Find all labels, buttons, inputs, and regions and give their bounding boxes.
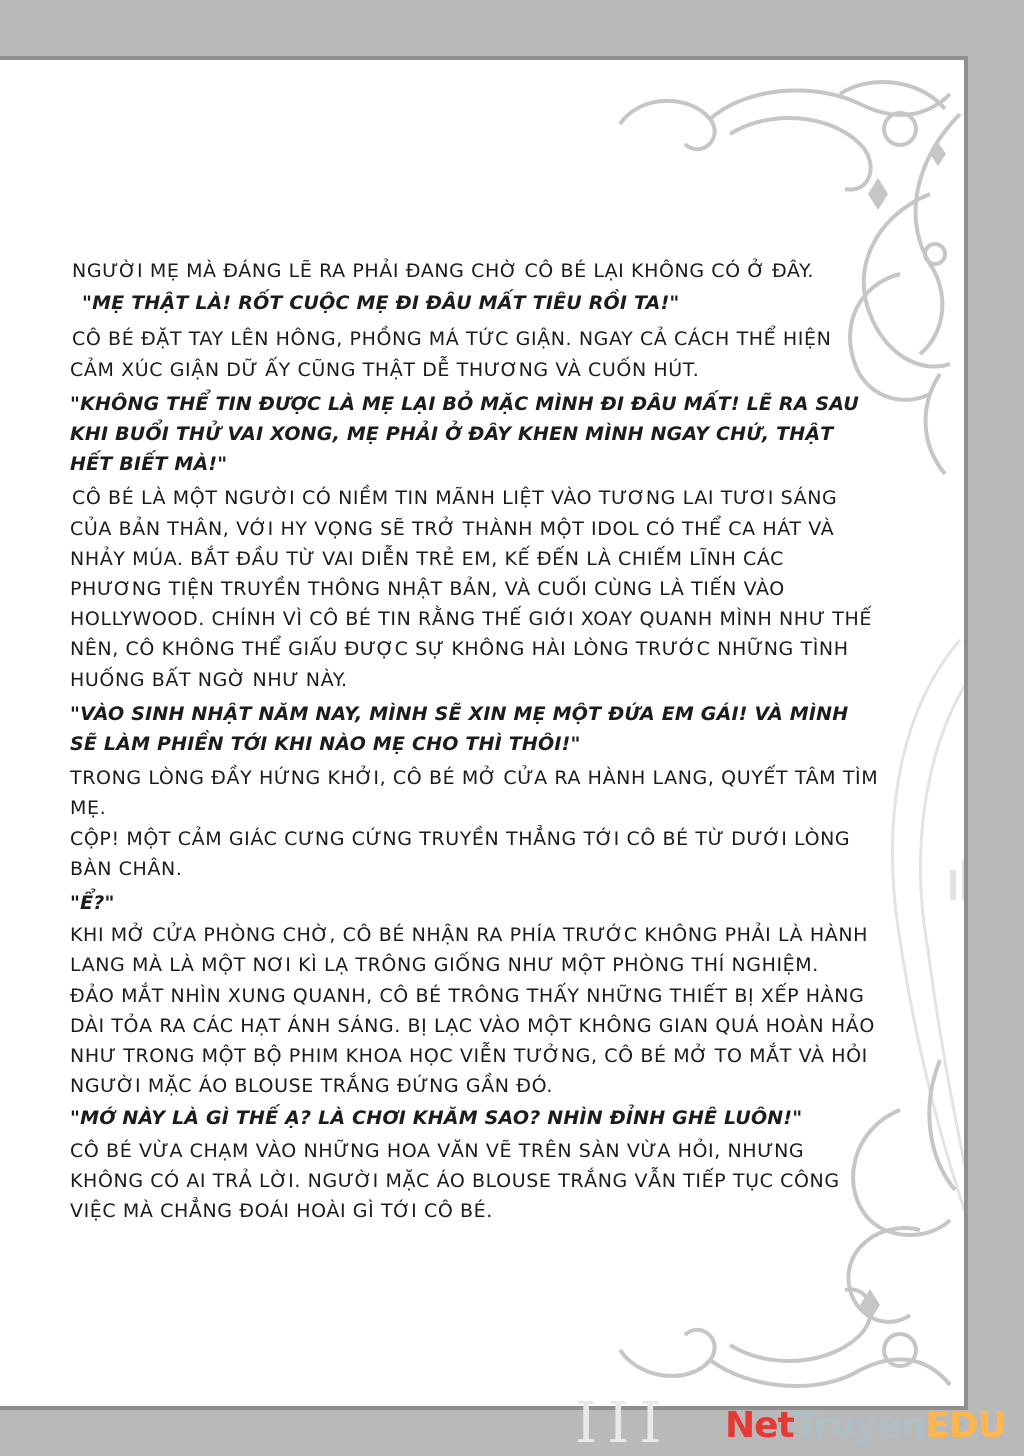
paragraph: CÔ BÉ ĐẶT TAY LÊN HÔNG, PHỒNG MÁ TỨC GIẬN. NGAY CẢ CÁCH THỂ HIỆN CẢM XÚC GIẬN DỮ ẤY CŨNG THẬT DỄ THƯƠNG VÀ CUỐN HÚT. <box>70 328 832 381</box>
paragraph: KHI MỞ CỬA PHÒNG CHỜ, CÔ BÉ NHẬN RA PHÍA TRƯỚC KHÔNG PHẢI LÀ HÀNH LANG MÀ LÀ MỘT NƠI KÌ LẠ TRÔNG GIỐNG NHƯ MỘT PHÒNG THÍ NGHIỆM. <box>70 924 869 977</box>
dialogue-line: "KHÔNG THỂ TIN ĐƯỢC LÀ MẸ LẠI BỎ MẶC MÌNH ĐI ĐÂU MẤT! LẼ RA SAU KHI BUỔI THỬ VAI XONG, MẸ PHẢI Ở ĐÂY KHEN MÌNH NGAY CHỨ, THẬT HẾT BIẾT MÀ!" <box>70 392 859 476</box>
paragraph: TRONG LÒNG ĐẦY HỨNG KHỞI, CÔ BÉ MỞ CỬA RA HÀNH LANG, QUYẾT TÂM TÌM MẸ. <box>70 767 879 820</box>
watermark-part-2: Truyen <box>793 1405 926 1446</box>
dialogue-line: "Ể?" <box>70 892 115 915</box>
clock-numeral: III <box>575 1391 672 1456</box>
dialogue-line: "MẸ THẬT LÀ! RỐT CUỘC MẸ ĐI ĐÂU MẤT TIÊU RỒI TA!" <box>82 292 680 315</box>
paragraph: CÔ BÉ LÀ MỘT NGƯỜI CÓ NIỀM TIN MÃNH LIỆT VÀO TƯƠNG LAI TƯƠI SÁNG CỦA BẢN THÂN, VỚI HY VỌNG SẼ TRỞ THÀNH MỘT IDOL CÓ THỂ CA HÁT VÀ NHẢY MÚA. BẮT ĐẦU TỪ VAI DIỄN TRẺ EM, KẾ ĐẾN LÀ CHIẾM LĨNH CÁC PHƯƠNG TIỆN TRUYỀN THÔNG NHẬT BẢN, VÀ CUỐI CÙNG LÀ TIẾN VÀO HOLLYWOOD. CHÍNH VÌ CÔ BÉ TIN RẰNG THẾ GIỚI XOAY QUANH MÌNH NHƯ THẾ NÊN, CÔ KHÔNG THỂ GIẤU ĐƯỢC SỰ KHÔNG HÀI LÒNG TRƯỚC NHỮNG TÌNH HUỐNG BẤT NGỜ NHƯ NÀY. <box>70 487 872 691</box>
paragraph: NGƯỜI MẸ MÀ ĐÁNG LẼ RA PHẢI ĐANG CHỜ CÔ BÉ LẠI KHÔNG CÓ Ở ĐÂY. <box>72 260 815 282</box>
story-text <box>70 256 880 1226</box>
paragraph: CỘP! MỘT CẢM GIÁC CƯNG CỨNG TRUYỀN THẲNG TỚI CÔ BÉ TỪ DƯỚI LÒNG BÀN CHÂN. <box>70 827 851 880</box>
paragraph: ĐẢO MẮT NHÌN XUNG QUANH, CÔ BÉ TRÔNG THẤY NHỮNG THIẾT BỊ XẾP HÀNG DÀI TỎA RA CÁC HẠT ÁNH SÁNG. BỊ LẠC VÀO MỘT KHÔNG GIAN QUÁ HOÀN HẢO NHƯ TRONG MỘT BỘ PHIM KHOA HỌC VIỄN TƯỞNG, CÔ BÉ MỞ TO MẮT VÀ HỎI NGƯỜI MẶC ÁO BLOUSE TRẮNG ĐỨNG GẦN ĐÓ. <box>70 984 875 1098</box>
watermark-part-1: Net <box>725 1405 794 1446</box>
paragraph: CÔ BÉ VỪA CHẠM VÀO NHỮNG HOA VĂN VẼ TRÊN SÀN VỪA HỎI, NHƯNG KHÔNG CÓ AI TRẢ LỜI. NGƯỜI MẶC ÁO BLOUSE TRẮNG VẪN TIẾP TỤC CÔNG VIỆC MÀ CHẲNG ĐOÁI HOÀI GÌ TỚI CÔ BÉ. <box>70 1139 840 1223</box>
dialogue-line: "MỚ NÀY LÀ GÌ THẾ Ạ? LÀ CHƠI KHĂM SAO? NHÌN ĐỈNH GHÊ LUÔN!" <box>70 1107 803 1130</box>
dialogue-line: "VÀO SINH NHẬT NĂM NAY, MÌNH SẼ XIN MẸ MỘT ĐỨA EM GÁI! VÀ MÌNH SẼ LÀM PHIỀN TỚI KHI NÀO MẸ CHO THÌ THÔI!" <box>70 702 849 756</box>
watermark-part-3: EDU <box>925 1405 1006 1446</box>
page-frame <box>0 56 968 1410</box>
site-watermark <box>725 1405 1006 1446</box>
